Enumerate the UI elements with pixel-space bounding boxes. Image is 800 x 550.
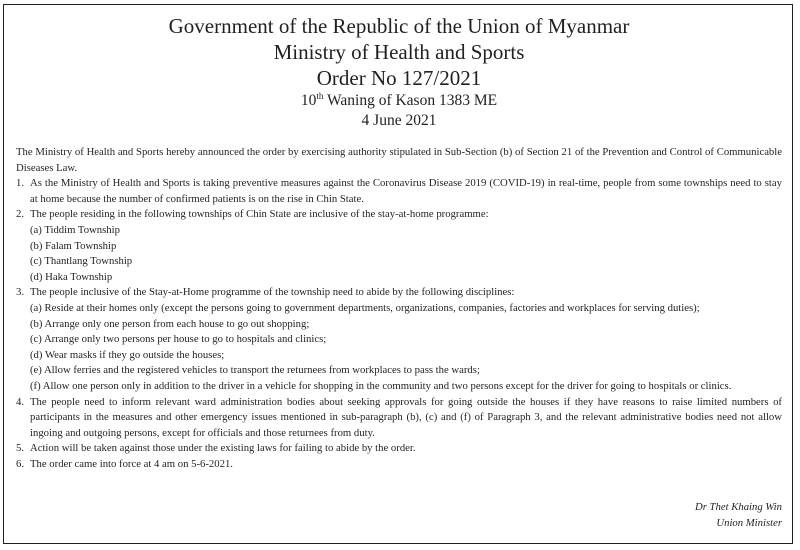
myanmar-date-suffix: th [316,91,324,101]
township-item: (d) Haka Township [30,270,113,283]
paragraph-4 [16,395,782,442]
signatory-name: Dr Thet Khaing Win [695,501,782,513]
signatory-title: Union Minister [716,517,782,529]
discipline-item: (f) Allow one person only in addition to the driver in a vehicle for shopping in the community and two persons except for the driver for going to hospitals or clinics. [30,379,732,392]
paragraph-number: 5. [16,442,25,455]
signature-block [695,499,782,531]
government-title: Government of the Republic of the Union of Myanmar [168,14,630,38]
myanmar-date-rest: Waning of Kason 1383 ME [323,92,498,109]
document-content [16,13,782,537]
discipline-item: (c) Arrange only two persons per house to go to hospitals and clinics; [30,333,327,346]
paragraph-number: 4. [16,395,25,408]
paragraph-5 [16,441,782,457]
township-item: (a) Tiddim Township [30,223,120,236]
paragraph-number: 2. [16,208,25,221]
intro-paragraph: The Ministry of Health and Sports hereby announced the order by exercising authority stipulated in Sub-Section (b) of Section 21 of the Prevention and Control of Communicable Diseases Law. [16,146,782,174]
paragraph-text: The people residing in the following townships of Chin State are inclusive of the stay-at-home programme: [30,208,489,221]
township-item: (c) Thantlang Township [30,255,133,268]
paragraph-1 [16,176,782,207]
myanmar-date [16,91,782,111]
paragraph-6 [16,457,782,473]
discipline-item: (d) Wear masks if they go outside the houses; [30,348,225,361]
paragraph-text: Action will be taken against those under the existing laws for failing to abide by the order. [30,442,416,455]
discipline-item: (b) Arrange only one person from each house to go out shopping; [30,317,310,330]
document-frame [3,4,793,544]
paragraph-3 [16,285,782,301]
myanmar-date-day: 10 [300,92,317,109]
paragraph-number: 6. [16,457,25,470]
paragraph-2 [16,207,782,223]
paragraph-text: The people need to inform relevant ward administration bodies about seeking approvals for going outside the houses if they have reasons to raise limited numbers of participants in the measures and other emergency issues mentioned in sub-paragraph (b), (c) and (f) of Paragraph 3, and the relevant administrative bodies need not allow ingoing and outgoing persons, except for officials and those returnees from duty. [30,395,782,439]
discipline-item: (a) Reside at their homes only (except the persons going to government departments, organizations, companies, factories and workplaces for serving duties); [30,301,700,314]
paragraph-text: The people inclusive of the Stay-at-Home programme of the township need to abide by the following disciplines: [30,286,515,299]
order-number: Order No 127/2021 [316,66,482,90]
paragraph-number: 1. [16,177,25,190]
paragraph-text: As the Ministry of Health and Sports is taking preventive measures against the Coronavirus Disease 2019 (COVID-19) in real-time, people from some townships need to stay at home because the number of confirmed patients is on the rise in Chin State. [30,177,782,205]
paragraph-number: 3. [16,286,25,299]
gregorian-date: 4 June 2021 [361,112,437,129]
paragraph-text: The order came into force at 4 am on 5-6-2021. [30,457,233,470]
discipline-item: (e) Allow ferries and the registered vehicles to transport the returnees from workplaces to pass the wards; [30,364,480,377]
township-item: (b) Falam Township [30,239,117,252]
document-header [16,13,782,131]
ministry-title: Ministry of Health and Sports [273,40,525,64]
document-body [16,145,782,472]
